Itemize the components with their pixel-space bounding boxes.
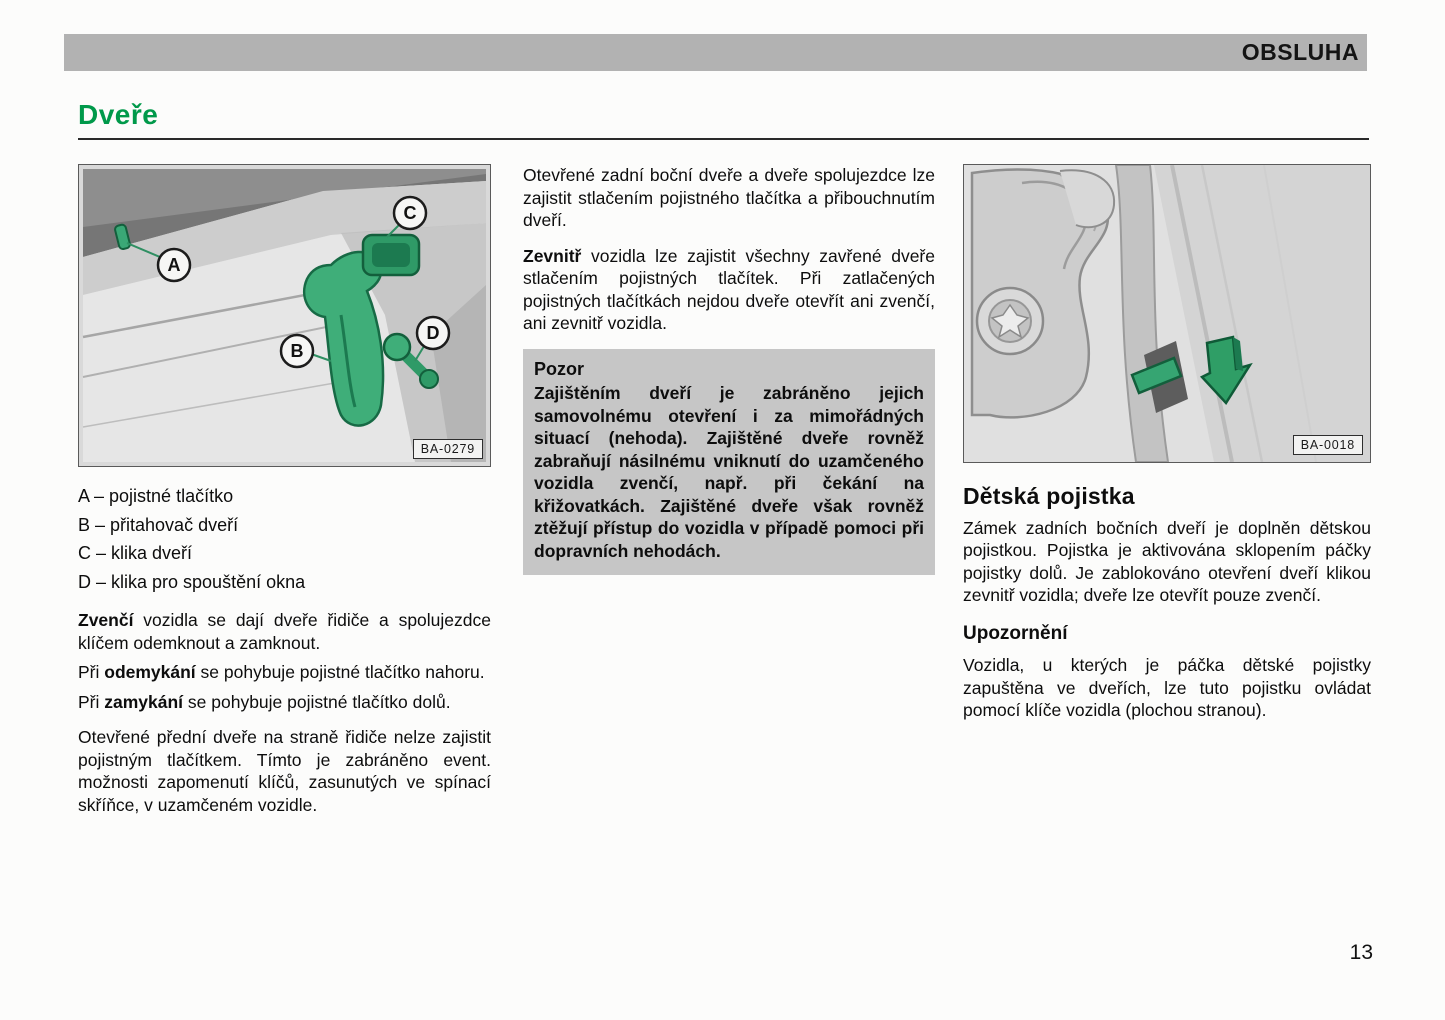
heading-notice: Upozornění [963,622,1068,644]
callout-d [417,317,449,349]
middle-column [523,164,935,575]
heading-child-lock: Dětská pojistka [963,483,1135,509]
paragraph-inside-locking: Zevnitř vozidla lze zajistit všechny zavřené dveře stlačením pojistných tlačítek. Při zatlačených pojistných tlačítkách nejdou dveře otevřít ani zvenčí, ani zevnitř vozidla. [523,245,935,333]
child-lock-illustration [964,165,1370,462]
legend-item-b: B – přitahovač dveří [78,514,239,535]
figure-code-label: BA-0279 [413,439,483,459]
legend-item-a: A – pojistné tlačítko [78,486,234,506]
paragraph-outside-locking: Zvenčí vozidla se dají dveře řidiče a spolujezdce klíčem odemknout a zamknout. [78,610,491,653]
title-rule [78,138,1369,140]
door-handle-c [363,235,419,275]
legend-item-c: C – klika dveří [78,543,193,563]
right-column [963,164,1371,722]
svg-text:C: C [403,203,417,223]
figure-legend [78,482,491,596]
callout-b [281,335,313,367]
left-column [78,164,491,816]
figure-door-interior [78,164,491,467]
header-bar [64,34,1367,71]
warning-body: Zajištěním dveří je zabráněno jejich samovolnému otevření i za mimořádných situací (nehoda). Zajištěné dveře rovněž zabraňují násilnému vniknutí do uzamčeného vozidla zvenčí, např. při čekání na křižovatkách. Zajištěné dveře však rovněž ztěžují přístup do vozidla v případě pomoci při dopravních nehodách. [534,383,924,561]
warning-title: Pozor [534,358,585,379]
lock-cylinder [977,288,1043,354]
page-number: 13 [1349,941,1373,964]
legend-item-d: D – klika pro spouštění okna [78,571,306,592]
paragraph-locking: Při zamykání se pohybuje pojistné tlačítko dolů. [78,691,451,712]
paragraph-unlocking: Při odemykání se pohybuje pojistné tlačítko nahoru. [78,662,485,682]
figure-code-label: BA-0018 [1293,435,1363,455]
callout-c [394,197,426,229]
warning-box [523,349,935,576]
callout-a [158,249,190,281]
section-header: OBSLUHA [1241,39,1359,65]
paragraph-notice: Vozidla, u kterých je páčka dětské pojistky zapuštěna ve dveřích, lze tuto pojistku ovládat pomocí klíče vozidla (plochou stranou). [963,655,1371,720]
figure-child-lock [963,164,1371,463]
svg-text:A: A [167,255,181,275]
door-interior-illustration [79,165,490,466]
svg-text:D: D [426,323,440,343]
page-title: Dveře [78,99,159,130]
paragraph-driver-door: Otevřené přední dveře na straně řidiče nelze zajistit pojistným tlačítkem. Tímto je zabráněno event. možnosti zapomenutí klíčů, zasunutých ve spínací skříňce, v uzamčeném vozidle. [78,727,491,815]
svg-text:B: B [290,341,304,361]
paragraph-child-lock: Zámek zadních bočních dveří je doplněn dětskou pojistkou. Pojistka je aktivována sklopením páčky pojistky dolů. Je zablokováno otevření dveří klikou zevnitř vozidla; dveře lze otevřít pouze zvenčí. [963,517,1371,605]
paragraph-rear-doors: Otevřené zadní boční dveře a dveře spolujezdce lze zajistit stlačením pojistného tlačítka a přibouchnutím dveří. [523,165,935,230]
